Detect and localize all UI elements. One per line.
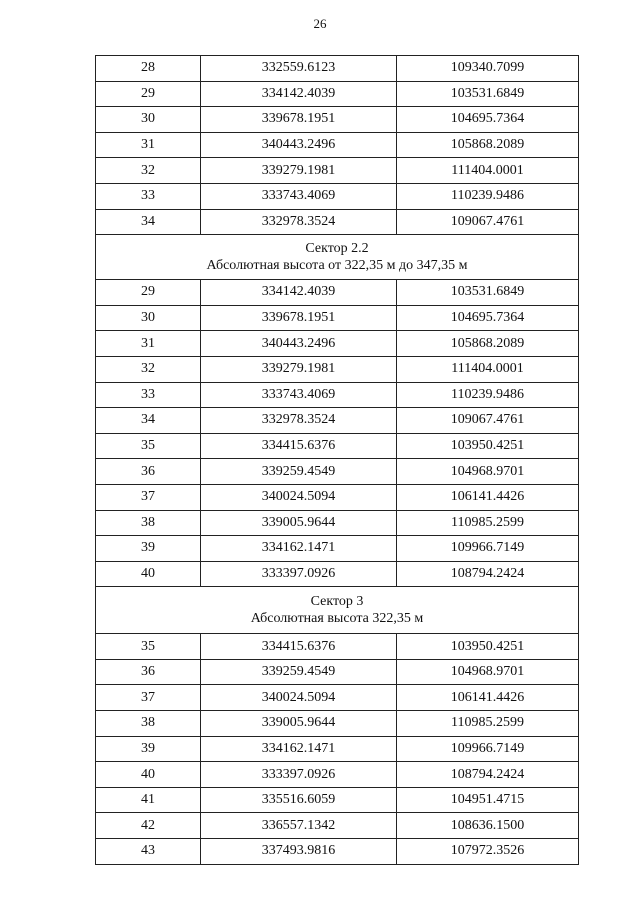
table-row bbox=[96, 839, 579, 865]
x-coordinate-cell: 339259.4549 bbox=[201, 659, 397, 685]
point-number-cell: 37 bbox=[96, 685, 201, 711]
section-subtitle: Абсолютная высота 322,35 м bbox=[250, 611, 424, 627]
y-coordinate-cell: 104695.7364 bbox=[397, 107, 579, 133]
point-number-cell: 39 bbox=[96, 736, 201, 762]
x-coordinate-cell: 339678.1951 bbox=[201, 107, 397, 133]
table-row bbox=[96, 158, 579, 184]
table-row bbox=[96, 711, 579, 737]
table-row bbox=[96, 280, 579, 306]
section-title: Сектор 3 bbox=[310, 594, 364, 610]
y-coordinate-cell: 103950.4251 bbox=[397, 634, 579, 660]
point-number-cell: 35 bbox=[96, 634, 201, 660]
y-coordinate-cell: 109340.7099 bbox=[397, 56, 579, 82]
x-coordinate-cell: 333397.0926 bbox=[201, 561, 397, 587]
x-coordinate-cell: 335516.6059 bbox=[201, 787, 397, 813]
point-number-cell: 43 bbox=[96, 839, 201, 865]
point-number-cell: 33 bbox=[96, 183, 201, 209]
x-coordinate-cell: 334162.1471 bbox=[201, 736, 397, 762]
point-number-cell: 32 bbox=[96, 158, 201, 184]
x-coordinate-cell: 340024.5094 bbox=[201, 484, 397, 510]
point-number-cell: 33 bbox=[96, 382, 201, 408]
x-coordinate-cell: 339005.9644 bbox=[201, 711, 397, 737]
y-coordinate-cell: 110985.2599 bbox=[397, 711, 579, 737]
x-coordinate-cell: 332978.3524 bbox=[201, 209, 397, 235]
x-coordinate-cell: 339279.1981 bbox=[201, 158, 397, 184]
point-number-cell: 35 bbox=[96, 433, 201, 459]
point-number-cell: 41 bbox=[96, 787, 201, 813]
point-number-cell: 36 bbox=[96, 459, 201, 485]
x-coordinate-cell: 333743.4069 bbox=[201, 382, 397, 408]
x-coordinate-cell: 333397.0926 bbox=[201, 762, 397, 788]
table-row bbox=[96, 813, 579, 839]
table-row bbox=[96, 561, 579, 587]
coordinates-table-body bbox=[96, 56, 579, 865]
y-coordinate-cell: 103531.6849 bbox=[397, 81, 579, 107]
point-number-cell: 34 bbox=[96, 209, 201, 235]
y-coordinate-cell: 108636.1500 bbox=[397, 813, 579, 839]
table-row bbox=[96, 408, 579, 434]
y-coordinate-cell: 108794.2424 bbox=[397, 561, 579, 587]
x-coordinate-cell: 336557.1342 bbox=[201, 813, 397, 839]
table-row bbox=[96, 484, 579, 510]
table-row bbox=[96, 132, 579, 158]
table-row bbox=[96, 787, 579, 813]
point-number-cell: 40 bbox=[96, 762, 201, 788]
y-coordinate-cell: 109966.7149 bbox=[397, 736, 579, 762]
x-coordinate-cell: 333743.4069 bbox=[201, 183, 397, 209]
x-coordinate-cell: 339259.4549 bbox=[201, 459, 397, 485]
table-row bbox=[96, 81, 579, 107]
x-coordinate-cell: 339678.1951 bbox=[201, 305, 397, 331]
coordinates-table bbox=[95, 55, 579, 865]
x-coordinate-cell: 334142.4039 bbox=[201, 280, 397, 306]
y-coordinate-cell: 109966.7149 bbox=[397, 536, 579, 562]
x-coordinate-cell: 334415.6376 bbox=[201, 433, 397, 459]
point-number-cell: 34 bbox=[96, 408, 201, 434]
y-coordinate-cell: 107972.3526 bbox=[397, 839, 579, 865]
section-title: Сектор 2.2 bbox=[305, 241, 369, 257]
section-header-row bbox=[96, 235, 579, 280]
x-coordinate-cell: 340443.2496 bbox=[201, 132, 397, 158]
y-coordinate-cell: 104695.7364 bbox=[397, 305, 579, 331]
section-header-cell bbox=[96, 587, 579, 634]
y-coordinate-cell: 104968.9701 bbox=[397, 659, 579, 685]
y-coordinate-cell: 103950.4251 bbox=[397, 433, 579, 459]
y-coordinate-cell: 106141.4426 bbox=[397, 685, 579, 711]
point-number-cell: 31 bbox=[96, 132, 201, 158]
x-coordinate-cell: 334162.1471 bbox=[201, 536, 397, 562]
point-number-cell: 30 bbox=[96, 107, 201, 133]
y-coordinate-cell: 104951.4715 bbox=[397, 787, 579, 813]
y-coordinate-cell: 111404.0001 bbox=[397, 356, 579, 382]
section-header-row bbox=[96, 587, 579, 634]
point-number-cell: 42 bbox=[96, 813, 201, 839]
table-row bbox=[96, 305, 579, 331]
y-coordinate-cell: 110239.9486 bbox=[397, 382, 579, 408]
y-coordinate-cell: 111404.0001 bbox=[397, 158, 579, 184]
x-coordinate-cell: 337493.9816 bbox=[201, 839, 397, 865]
point-number-cell: 38 bbox=[96, 711, 201, 737]
table-row bbox=[96, 183, 579, 209]
y-coordinate-cell: 106141.4426 bbox=[397, 484, 579, 510]
table-row bbox=[96, 331, 579, 357]
x-coordinate-cell: 334415.6376 bbox=[201, 634, 397, 660]
point-number-cell: 36 bbox=[96, 659, 201, 685]
y-coordinate-cell: 108794.2424 bbox=[397, 762, 579, 788]
x-coordinate-cell: 340443.2496 bbox=[201, 331, 397, 357]
table-row bbox=[96, 736, 579, 762]
y-coordinate-cell: 104968.9701 bbox=[397, 459, 579, 485]
table-row bbox=[96, 356, 579, 382]
page-number: 26 bbox=[313, 16, 327, 31]
x-coordinate-cell: 339005.9644 bbox=[201, 510, 397, 536]
y-coordinate-cell: 103531.6849 bbox=[397, 280, 579, 306]
point-number-cell: 38 bbox=[96, 510, 201, 536]
table-row bbox=[96, 56, 579, 82]
point-number-cell: 30 bbox=[96, 305, 201, 331]
table-row bbox=[96, 659, 579, 685]
y-coordinate-cell: 109067.4761 bbox=[397, 408, 579, 434]
section-subtitle: Абсолютная высота от 322,35 м до 347,35 м bbox=[206, 258, 468, 274]
table-row bbox=[96, 510, 579, 536]
x-coordinate-cell: 332978.3524 bbox=[201, 408, 397, 434]
table-row bbox=[96, 209, 579, 235]
coordinates-table-wrapper bbox=[95, 55, 577, 865]
table-row bbox=[96, 634, 579, 660]
x-coordinate-cell: 332559.6123 bbox=[201, 56, 397, 82]
x-coordinate-cell: 340024.5094 bbox=[201, 685, 397, 711]
point-number-cell: 32 bbox=[96, 356, 201, 382]
y-coordinate-cell: 105868.2089 bbox=[397, 331, 579, 357]
section-header-cell bbox=[96, 235, 579, 280]
point-number-cell: 29 bbox=[96, 81, 201, 107]
point-number-cell: 39 bbox=[96, 536, 201, 562]
x-coordinate-cell: 334142.4039 bbox=[201, 81, 397, 107]
table-row bbox=[96, 107, 579, 133]
point-number-cell: 40 bbox=[96, 561, 201, 587]
table-row bbox=[96, 382, 579, 408]
table-row bbox=[96, 459, 579, 485]
table-row bbox=[96, 685, 579, 711]
point-number-cell: 31 bbox=[96, 331, 201, 357]
table-row bbox=[96, 433, 579, 459]
point-number-cell: 28 bbox=[96, 56, 201, 82]
x-coordinate-cell: 339279.1981 bbox=[201, 356, 397, 382]
table-row bbox=[96, 536, 579, 562]
point-number-cell: 37 bbox=[96, 484, 201, 510]
point-number-cell: 29 bbox=[96, 280, 201, 306]
y-coordinate-cell: 105868.2089 bbox=[397, 132, 579, 158]
y-coordinate-cell: 110239.9486 bbox=[397, 183, 579, 209]
y-coordinate-cell: 110985.2599 bbox=[397, 510, 579, 536]
table-row bbox=[96, 762, 579, 788]
y-coordinate-cell: 109067.4761 bbox=[397, 209, 579, 235]
